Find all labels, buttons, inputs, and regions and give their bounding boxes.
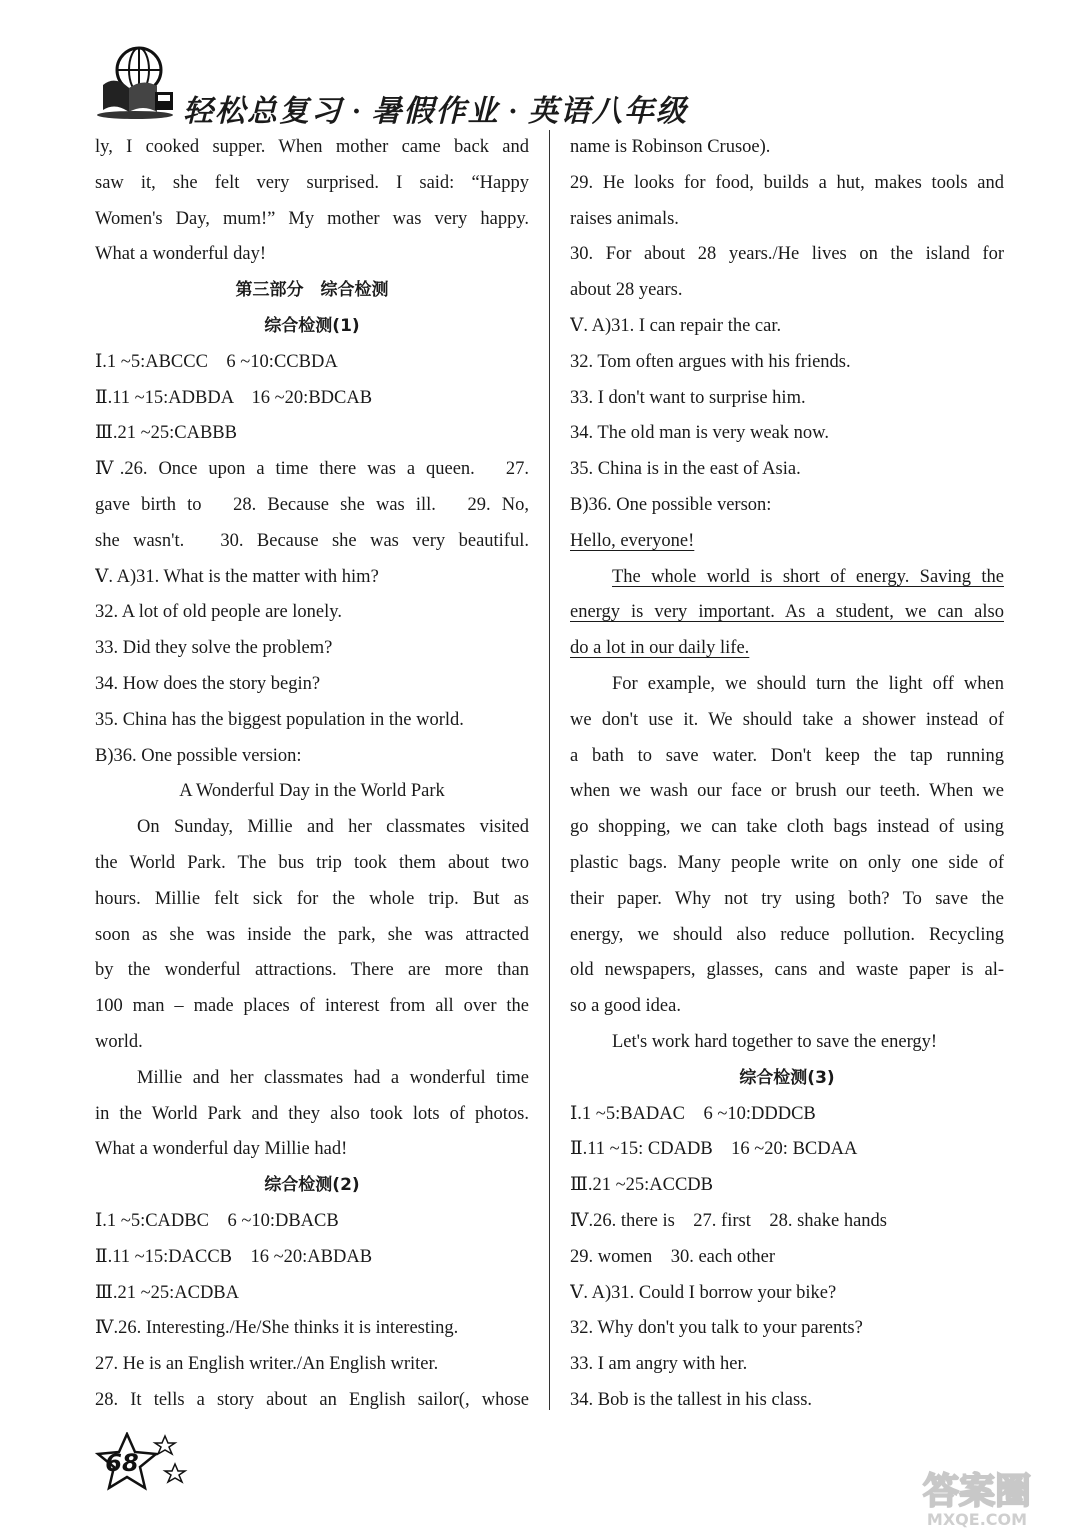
right-text-line: Let's work hard together to save the energy!: [612, 1031, 938, 1052]
left-text-line: Ⅳ.26. Interesting./He/She thinks it is interesting.: [95, 1318, 459, 1339]
left-text-line: soon as she was inside the park, she was attracted: [95, 924, 529, 945]
left-text-line: hours. Millie felt sick for the whole trip. But as: [95, 888, 529, 909]
left-text-line: in the World Park and they also took lots of photos.: [95, 1103, 529, 1124]
left-text-line: B)36. One possible version:: [95, 745, 302, 766]
right-text-line: For example, we should turn the light off when: [612, 673, 1004, 694]
right-text-line: go shopping, we can take cloth bags instead of using: [570, 817, 1004, 838]
left-text-line: 28. It tells a story about an English sailor(, whose: [95, 1389, 529, 1410]
left-text-line: Ⅲ.21 ~25:CABBB: [95, 423, 237, 444]
right-text-line: when we wash our face or brush our teeth. When we: [570, 781, 1004, 802]
left-text-line: Millie and her classmates had a wonderful time: [137, 1067, 529, 1088]
page-header: [95, 40, 715, 130]
right-column: [570, 130, 1004, 1419]
right-text-line: raises animals.: [570, 208, 679, 229]
watermark: [895, 1465, 1060, 1530]
left-text-line: 综合检测(1): [264, 315, 360, 336]
left-text-line: 33. Did they solve the problem?: [95, 638, 333, 659]
left-text-line: by the wonderful attractions. There are more than: [95, 960, 529, 981]
right-text-line: about 28 years.: [570, 280, 683, 301]
left-text-line: Ⅳ.26. Once upon a time there was a queen. 27.: [95, 459, 529, 480]
right-text-line: 32. Why don't you talk to your parents?: [570, 1318, 863, 1339]
globe-logo-icon: [95, 40, 180, 120]
left-text-line: 100 man – made places of interest from all over the: [95, 996, 529, 1017]
right-text-line: name is Robinson Crusoe).: [570, 137, 771, 157]
header-title: 轻松总复习 · 暑假作业 · 英语八年级: [183, 95, 688, 128]
right-text-line: Ⅱ.11 ~15: CDADB 16 ~20: BCDAA: [570, 1139, 858, 1160]
right-text-line: 35. China is in the east of Asia.: [570, 459, 801, 480]
left-text-line: On Sunday, Millie and her classmates visited: [137, 817, 529, 838]
left-text-line: the World Park. The bus trip took them about two: [95, 852, 529, 873]
right-text-line: plastic bags. Many people write on only one side of: [570, 852, 1004, 873]
right-text-line: Hello, everyone!: [570, 530, 695, 551]
right-text-line: do a lot in our daily life.: [570, 638, 750, 659]
left-text-line: A Wonderful Day in the World Park: [179, 781, 445, 802]
left-text-line: Ⅴ. A)31. What is the matter with him?: [95, 566, 379, 587]
right-text-line: Ⅴ. A)31. I can repair the car.: [570, 315, 782, 336]
left-text-line: 35. China has the biggest population in the world.: [95, 709, 464, 730]
right-text-line: The whole world is short of energy. Saving the: [612, 566, 1004, 587]
watermark-main: 答案圈: [922, 1471, 1032, 1512]
left-text-line: 综合检测(2): [264, 1175, 360, 1196]
left-text-line: ly, I cooked supper. When mother came back and: [95, 137, 529, 157]
right-text-line: 33. I am angry with her.: [570, 1354, 748, 1375]
left-text-line: Ⅰ.1 ~5:ABCCC 6 ~10:CCBDA: [95, 351, 338, 372]
right-text-line: 29. women 30. each other: [570, 1246, 775, 1267]
column-divider: [549, 130, 550, 1410]
right-text-line: so a good idea.: [570, 996, 681, 1017]
star-icon: [92, 1432, 192, 1492]
left-text-line: What a wonderful day!: [95, 244, 267, 265]
left-text-line: world.: [95, 1031, 143, 1052]
left-text-line: 32. A lot of old people are lonely.: [95, 602, 342, 623]
right-text-line: a bath to save water. Don't keep the tap running: [570, 745, 1004, 766]
left-text-line: Women's Day, mum!” My mother was very happy.: [95, 208, 529, 229]
left-text-line: Ⅰ.1 ~5:CADBC 6 ~10:DBACB: [95, 1210, 339, 1231]
right-text-line: energy, we should also reduce pollution. Recycling: [570, 924, 1004, 945]
left-text-line: 34. How does the story begin?: [95, 673, 321, 694]
right-text-line: Ⅴ. A)31. Could I borrow your bike?: [570, 1282, 837, 1303]
right-text-line: we don't use it. We should take a shower instead of: [570, 709, 1004, 730]
left-text-line: 第三部分 综合检测: [235, 280, 389, 301]
right-text-line: Ⅳ.26. there is 27. first 28. shake hands: [570, 1210, 888, 1231]
right-text-line: Ⅲ.21 ~25:ACCDB: [570, 1175, 713, 1196]
right-text-line: 33. I don't want to surprise him.: [570, 387, 806, 408]
right-text-line: 32. Tom often argues with his friends.: [570, 351, 851, 372]
right-text-line: 30. For about 28 years./He lives on the island for: [570, 244, 1004, 265]
right-text-line: old newspapers, glasses, cans and waste paper is al-: [570, 960, 1004, 981]
left-column: [95, 130, 529, 1419]
right-text-line: 29. He looks for food, builds a hut, makes tools and: [570, 172, 1004, 193]
right-text-line: 综合检测(3): [739, 1067, 835, 1088]
right-text-line: Ⅰ.1 ~5:BADAC 6 ~10:DDDCB: [570, 1103, 816, 1124]
left-text-line: Ⅱ.11 ~15:DACCB 16 ~20:ABDAB: [95, 1246, 373, 1267]
right-text-line: their paper. Why not try using both? To save the: [570, 888, 1004, 909]
left-text-line: What a wonderful day Millie had!: [95, 1139, 348, 1160]
watermark-sub: MXQE.COM: [926, 1510, 1028, 1529]
right-text-line: 34. The old man is very weak now.: [570, 423, 829, 444]
left-text-line: Ⅱ.11 ~15:ADBDA 16 ~20:BDCAB: [95, 387, 373, 408]
left-text-line: gave birth to 28. Because she was ill. 29. No,: [95, 494, 529, 515]
left-text-line: 27. He is an English writer./An English writer.: [95, 1354, 439, 1375]
page-number: 68: [105, 1449, 139, 1477]
left-text-line: saw it, she felt very surprised. I said: “Happy: [95, 172, 529, 193]
left-text-line: she wasn't. 30. Because she was very beautiful.: [95, 530, 529, 551]
right-text-line: B)36. One possible verson:: [570, 494, 772, 515]
page-number-badge: [92, 1432, 192, 1492]
watermark-logo-icon: [895, 1465, 1060, 1530]
right-text-line: 34. Bob is the tallest in his class.: [570, 1389, 813, 1410]
right-text-line: energy is very important. As a student, we can also: [570, 602, 1004, 623]
left-text-line: Ⅲ.21 ~25:ACDBA: [95, 1282, 239, 1303]
